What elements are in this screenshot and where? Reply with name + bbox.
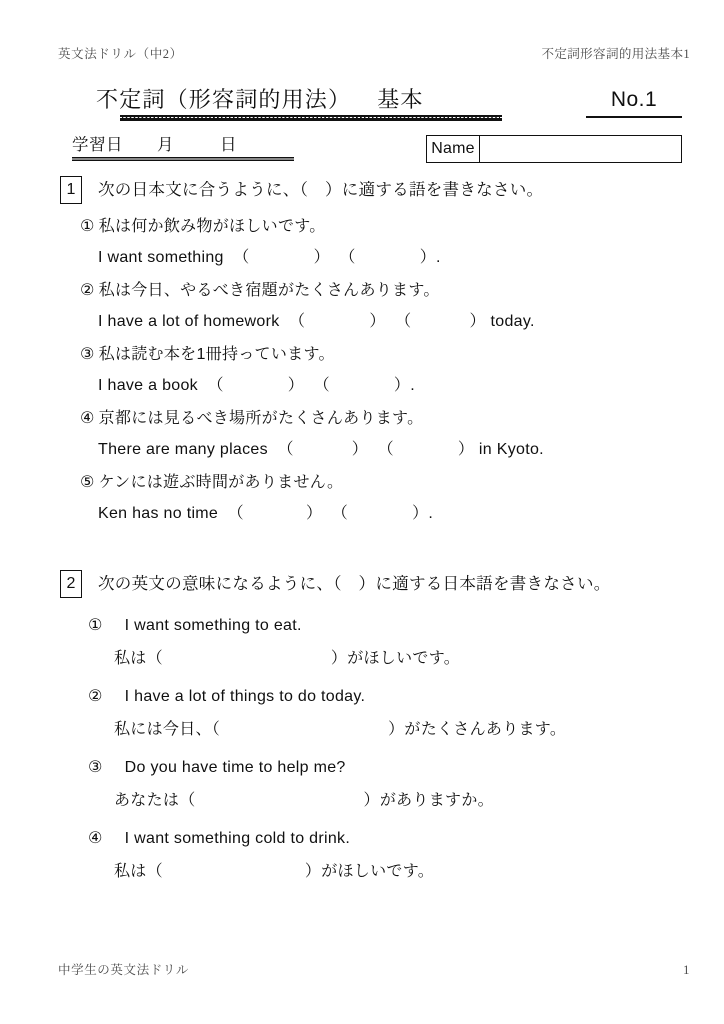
- question-2-instruction: 次の英文の意味になるように、（ ）に適する日本語を書きなさい。: [98, 575, 611, 593]
- japanese-suffix: ）がありますか。: [363, 792, 494, 809]
- item-marker: ③: [88, 759, 103, 776]
- question-2-item: [58, 756, 690, 813]
- question-2-head: [58, 570, 690, 600]
- spacer: [386, 310, 396, 334]
- paren-close: ）: [287, 377, 305, 394]
- question-2-item: [58, 827, 690, 884]
- answer-blank-1[interactable]: [228, 502, 323, 526]
- question-section-1: [58, 176, 690, 526]
- item-english-text: I want something cold to drink.: [124, 830, 351, 847]
- paren-close: ）: [351, 441, 369, 458]
- question-1-instruction: 次の日本文に合うように、（ ）に適する語を書きなさい。: [98, 181, 544, 199]
- item-marker: ④: [88, 830, 103, 847]
- spacer: [224, 246, 234, 270]
- japanese-prefix: あなたは（: [114, 792, 196, 809]
- footer-page-number: 1: [683, 963, 690, 977]
- answer-blank-2[interactable]: [378, 438, 475, 462]
- item-japanese-answer-line: [114, 647, 690, 671]
- item-english-sentence: [88, 685, 690, 709]
- item-marker: ①: [80, 218, 95, 235]
- footer-title: 中学生の英文法ドリル: [58, 963, 190, 977]
- answer-blank-1[interactable]: [233, 246, 330, 270]
- item-english-sentence: [98, 310, 690, 334]
- item-japanese-text: 私は読む本を1冊持っています。: [98, 346, 335, 363]
- question-1-number: 1: [60, 176, 82, 204]
- answer-blank-1[interactable]: [289, 310, 386, 334]
- answer-blank-2[interactable]: [339, 246, 436, 270]
- study-date-block[interactable]: [72, 134, 294, 161]
- title-main: 不定詞（形容詞的用法）: [96, 87, 352, 112]
- paren-close: ）: [369, 313, 386, 330]
- study-date-labels: [72, 134, 294, 156]
- item-marker: ①: [88, 617, 103, 634]
- spacer: [330, 246, 340, 270]
- paren-open: （: [277, 441, 294, 458]
- item-marker: ②: [80, 282, 95, 299]
- question-1-head: [58, 176, 690, 206]
- item-english-sentence: [98, 438, 690, 462]
- answer-blank-2[interactable]: [314, 374, 411, 398]
- item-english-text: Do you have time to help me?: [124, 759, 346, 776]
- spacer: [368, 438, 378, 462]
- spacer: [268, 438, 278, 462]
- item-english-sentence: [88, 827, 690, 851]
- japanese-suffix: ）がほしいです。: [304, 863, 435, 880]
- paren-close: ）: [393, 377, 411, 394]
- answer-blank-2[interactable]: [332, 502, 429, 526]
- question-1-item: [58, 215, 690, 270]
- item-japanese-text: 私は何か飲み物がほしいです。: [98, 218, 326, 235]
- paren-open: （: [313, 377, 330, 394]
- question-1-items: [58, 215, 690, 526]
- paren-close: ）: [457, 441, 475, 458]
- answer-blank-2[interactable]: [395, 310, 486, 334]
- question-2-item: [58, 614, 690, 671]
- item-japanese-text: ケンには遊ぶ時間がありません。: [98, 474, 344, 491]
- answer-blank-1[interactable]: [207, 374, 304, 398]
- title-block: [96, 86, 464, 113]
- english-suffix: today.: [485, 313, 535, 330]
- question-2-number: 2: [60, 570, 82, 598]
- spacer: [304, 374, 314, 398]
- study-date-underline: [72, 157, 294, 161]
- paren-close: ）: [305, 505, 323, 522]
- sheet-number: No.1: [610, 88, 658, 111]
- running-header-left: 英文法ドリル（中2）: [58, 47, 183, 61]
- study-date-label: 学習日: [72, 136, 123, 154]
- title-row: [58, 86, 690, 126]
- question-2-items: [58, 614, 690, 884]
- paren-open: （: [331, 505, 349, 522]
- paren-open: （: [377, 441, 394, 458]
- item-english-sentence: [98, 502, 690, 526]
- item-marker: ②: [88, 688, 103, 705]
- spacer: [198, 374, 208, 398]
- english-prefix: Ken has no time: [98, 505, 219, 522]
- paren-open: （: [227, 505, 244, 522]
- english-suffix: .: [410, 377, 415, 394]
- item-marker: ⑤: [80, 474, 95, 491]
- item-japanese-sentence: [80, 471, 690, 495]
- item-english-sentence: [98, 374, 690, 398]
- english-prefix: I have a book: [98, 377, 198, 394]
- english-suffix: .: [428, 505, 434, 522]
- day-label: 日: [220, 136, 237, 154]
- month-label: 月: [157, 136, 174, 154]
- japanese-suffix: ）がたくさんあります。: [388, 721, 567, 738]
- spacer: [322, 502, 332, 526]
- name-box: [426, 135, 682, 163]
- spacer: [280, 310, 290, 334]
- name-input[interactable]: [480, 136, 681, 162]
- answer-blank-1[interactable]: [277, 438, 368, 462]
- item-japanese-text: 私は今日、やるべき宿題がたくさんあります。: [98, 282, 440, 299]
- item-english-text: I have a lot of things to do today.: [124, 688, 366, 705]
- title-sub: 基本: [377, 87, 424, 112]
- english-suffix: .: [436, 249, 441, 266]
- sheet-number-block: [586, 86, 682, 118]
- sheet-number-underline: [586, 116, 682, 118]
- item-japanese-sentence: [80, 343, 690, 367]
- english-prefix: There are many places: [98, 441, 268, 458]
- item-japanese-answer-line: [114, 789, 690, 813]
- question-2-item: [58, 685, 690, 742]
- item-marker: ④: [80, 410, 95, 427]
- paren-close: ）: [412, 505, 429, 522]
- item-english-sentence: [88, 614, 690, 638]
- spacer: [218, 502, 228, 526]
- item-japanese-text: 京都には見るべき場所がたくさんあります。: [98, 410, 424, 427]
- japanese-prefix: 私には今日、（: [114, 721, 221, 738]
- paren-close: ）: [469, 313, 486, 330]
- page-title: [96, 86, 464, 113]
- paren-open: （: [289, 313, 306, 330]
- item-japanese-answer-line: [114, 718, 690, 742]
- question-1-item: [58, 471, 690, 526]
- question-1-item: [58, 407, 690, 462]
- page-footer: [58, 960, 690, 978]
- japanese-prefix: 私は（: [114, 650, 163, 667]
- paren-close: ）: [313, 249, 330, 266]
- running-header-right: 不定詞形容詞的用法基本1: [541, 47, 690, 61]
- item-marker: ③: [80, 346, 95, 363]
- question-section-2: [58, 570, 690, 884]
- name-label: Name: [427, 136, 480, 162]
- question-1-item: [58, 343, 690, 398]
- japanese-prefix: 私は（: [114, 863, 163, 880]
- question-1-item: [58, 279, 690, 334]
- paren-open: （: [233, 249, 250, 266]
- meta-row: [58, 134, 690, 168]
- running-header: [58, 44, 690, 62]
- paren-open: （: [395, 313, 412, 330]
- item-english-sentence: [88, 756, 690, 780]
- title-underline-rule: [120, 115, 502, 121]
- item-english-sentence: [98, 246, 690, 270]
- item-japanese-sentence: [80, 407, 690, 431]
- item-japanese-answer-line: [114, 860, 690, 884]
- paren-open: （: [339, 249, 356, 266]
- english-suffix: in Kyoto.: [474, 441, 544, 458]
- paren-close: ）: [419, 249, 437, 266]
- paren-open: （: [207, 377, 224, 394]
- english-prefix: I have a lot of homework: [98, 313, 280, 330]
- item-japanese-sentence: [80, 279, 690, 303]
- english-prefix: I want something: [98, 249, 224, 266]
- item-japanese-sentence: [80, 215, 690, 239]
- item-english-text: I want something to eat.: [124, 617, 302, 634]
- japanese-suffix: ）がほしいです。: [330, 650, 461, 667]
